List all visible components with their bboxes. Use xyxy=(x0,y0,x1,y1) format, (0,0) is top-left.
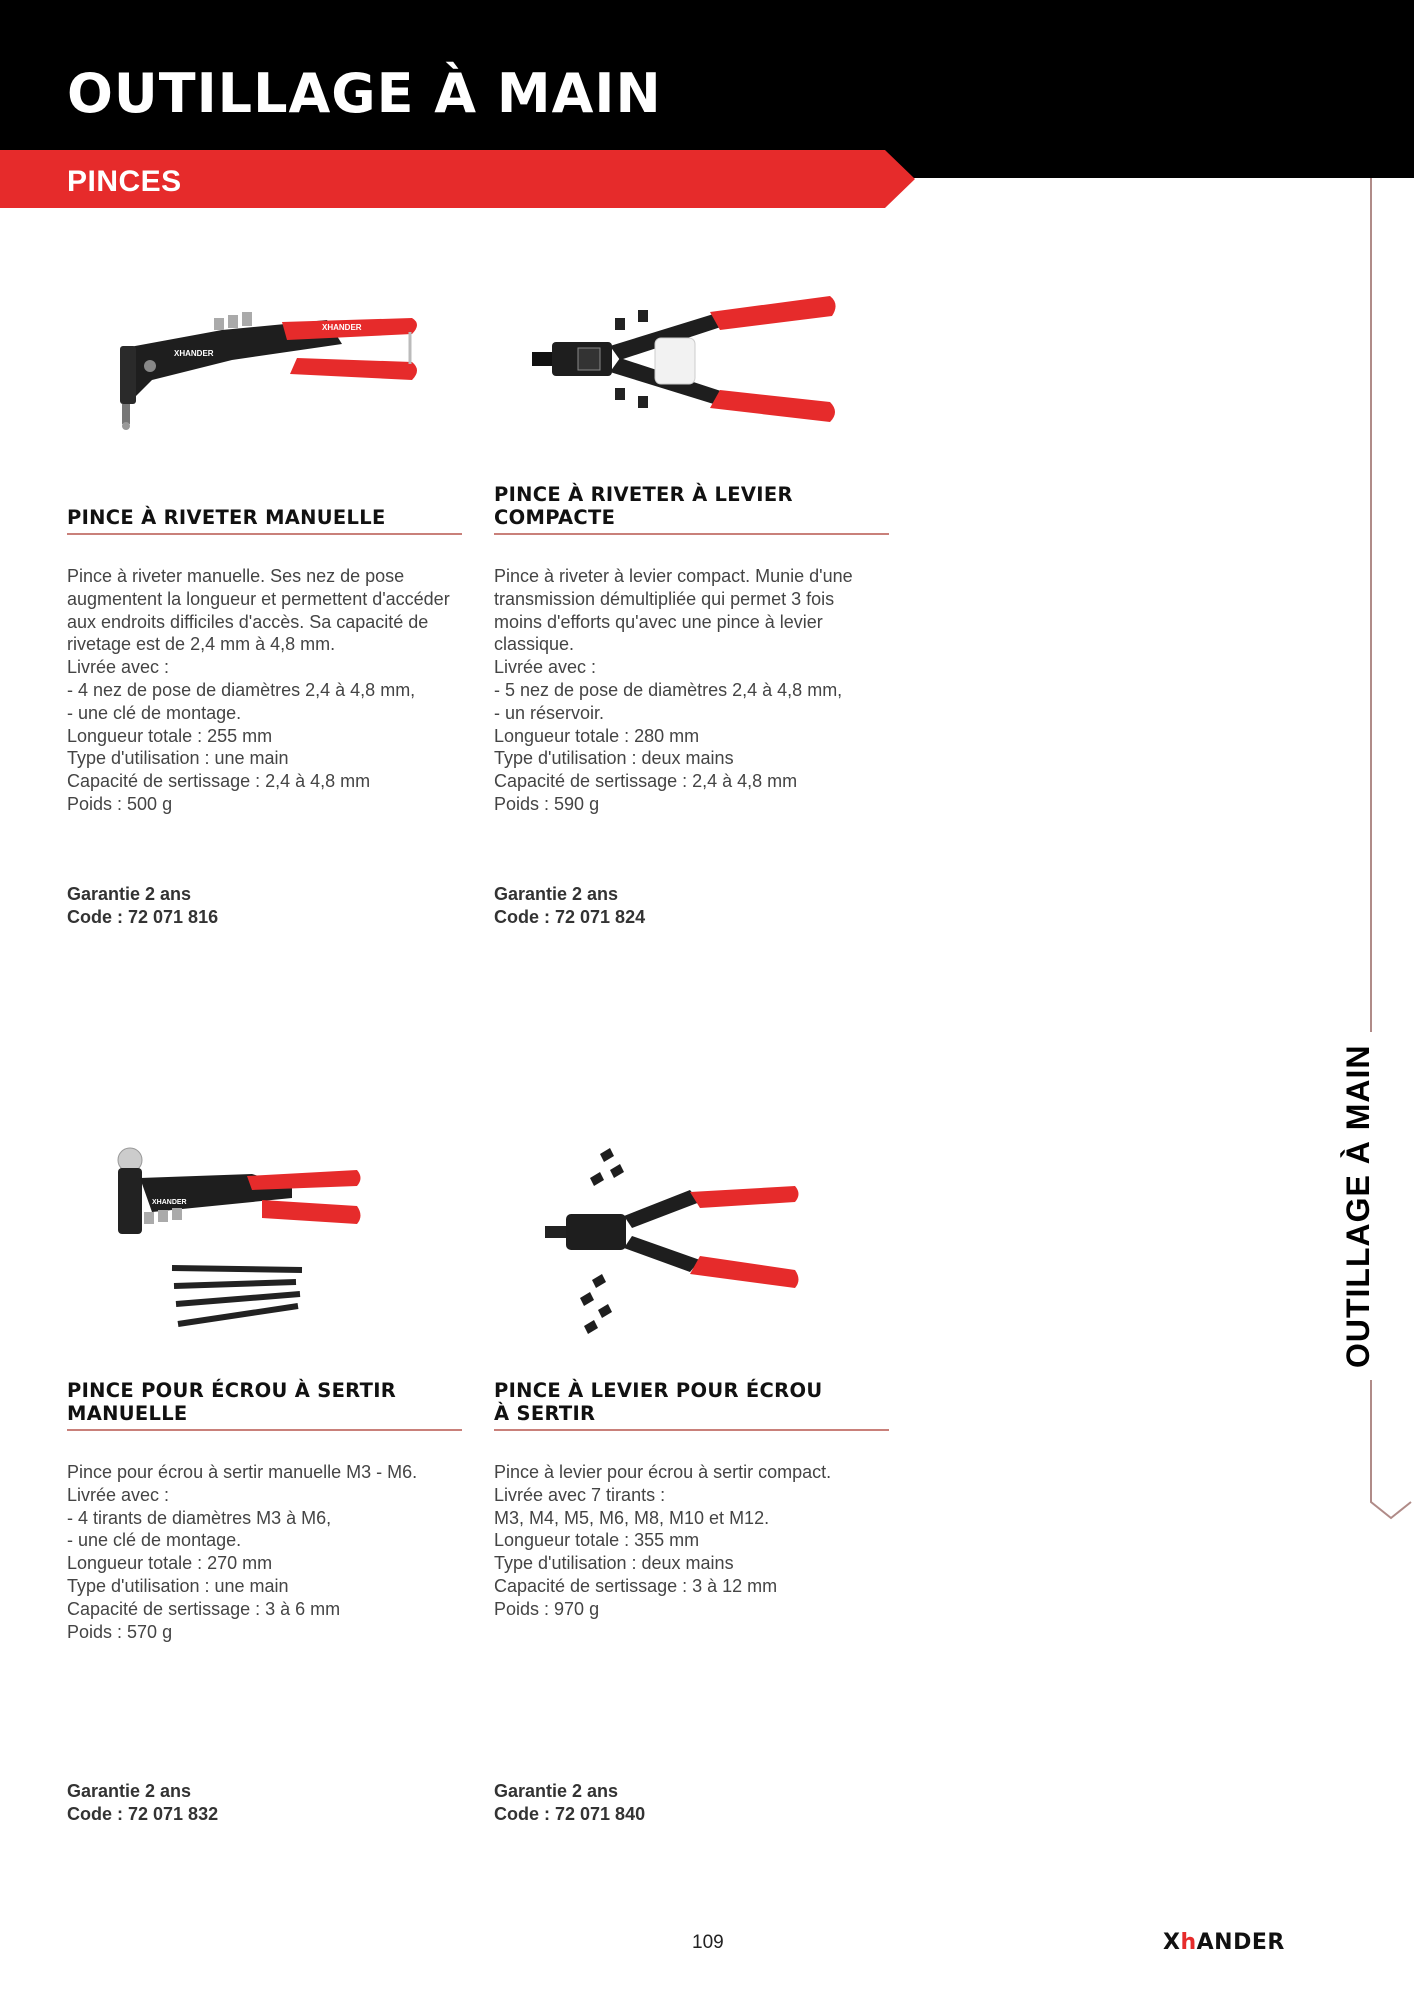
page-title: OUTILLAGE À MAIN xyxy=(67,62,662,125)
product-title-line: PINCE À LEVIER POUR ÉCROU xyxy=(494,1379,823,1402)
description-line: Longueur totale : 280 mm xyxy=(494,725,700,746)
description-line: Livrée avec : xyxy=(67,657,170,678)
description-line: moins d'efforts qu'avec une pince à levier xyxy=(494,611,823,632)
chevron-down-icon xyxy=(1368,1480,1414,1520)
description-line: classique. xyxy=(494,634,575,655)
product-description-lever-riveter xyxy=(494,565,894,816)
product-title-line: COMPACTE xyxy=(494,506,616,529)
brand-logo xyxy=(1163,1930,1285,1955)
description-line: Capacité de sertissage : 3 à 6 mm xyxy=(67,1598,341,1619)
description-line: M3, M4, M5, M6, M8, M10 et M12. xyxy=(494,1507,770,1528)
product-description-rivet-nut-hand xyxy=(67,1461,467,1643)
product-code: Code : 72 071 816 xyxy=(67,907,219,927)
product-warranty: Garantie 2 ans xyxy=(494,1781,619,1801)
product-warranty: Garantie 2 ans xyxy=(494,884,619,904)
description-line: Poids : 570 g xyxy=(67,1621,173,1642)
svg-text:XHANDER: XHANDER xyxy=(174,349,214,358)
product-title-rivet-nut-lever xyxy=(494,1375,889,1431)
product-title-lever-riveter xyxy=(494,479,889,535)
svg-text:XHANDER: XHANDER xyxy=(322,323,362,332)
description-line: Type d'utilisation : une main xyxy=(67,1575,289,1596)
description-line: Pince pour écrou à sertir manuelle M3 - M6. xyxy=(67,1462,418,1482)
lever-riveter-image xyxy=(530,290,840,435)
brand-logo-prefix: X xyxy=(1163,1930,1181,1955)
description-line: Livrée avec 7 tirants : xyxy=(494,1484,666,1505)
description-line: Poids : 590 g xyxy=(494,793,600,814)
description-line: Type d'utilisation : deux mains xyxy=(494,1553,734,1574)
product-code: Code : 72 071 840 xyxy=(494,1804,646,1824)
description-line: - un réservoir. xyxy=(494,702,605,723)
description-line: - une clé de montage. xyxy=(67,1530,242,1551)
svg-text:XHANDER: XHANDER xyxy=(152,1199,187,1206)
product-code: Code : 72 071 832 xyxy=(67,1804,219,1824)
description-line: Poids : 500 g xyxy=(67,793,173,814)
product-title-rivet-nut-hand xyxy=(67,1375,462,1431)
description-line: Livrée avec : xyxy=(494,657,597,678)
product-title-line: PINCE POUR ÉCROU À SERTIR xyxy=(67,1379,397,1402)
description-line: Pince à riveter à levier compact. Munie d'une xyxy=(494,566,853,586)
page-number: 109 xyxy=(692,1932,724,1953)
description-line: Poids : 970 g xyxy=(494,1598,600,1619)
description-line: Type d'utilisation : deux mains xyxy=(494,748,734,769)
rivet-nut-hand-tool-image xyxy=(112,1140,372,1350)
product-description-rivet-nut-lever xyxy=(494,1461,894,1621)
product-title-line: PINCE À RIVETER MANUELLE xyxy=(67,506,386,529)
side-section-label: OUTILLAGE À MAIN xyxy=(1340,1032,1377,1380)
product-warranty: Garantie 2 ans xyxy=(67,884,192,904)
description-line: Longueur totale : 355 mm xyxy=(494,1530,700,1551)
description-line: Capacité de sertissage : 2,4 à 4,8 mm xyxy=(494,771,798,792)
product-warranty: Garantie 2 ans xyxy=(67,1781,192,1801)
product-title-line: MANUELLE xyxy=(67,1402,188,1425)
description-line: - 4 nez de pose de diamètres 2,4 à 4,8 mm, xyxy=(67,679,416,700)
description-line: Livrée avec : xyxy=(67,1484,170,1505)
product-title-line: À SERTIR xyxy=(494,1402,596,1425)
rivet-nut-lever-tool-image xyxy=(540,1130,810,1340)
product-title-hand-riveter xyxy=(67,479,462,535)
product-code: Code : 72 071 824 xyxy=(494,907,646,927)
description-line: Pince à riveter manuelle. Ses nez de pose xyxy=(67,566,405,586)
description-line: Capacité de sertissage : 2,4 à 4,8 mm xyxy=(67,771,371,792)
description-line: aux endroits difficiles d'accès. Sa capacité de xyxy=(67,611,429,632)
description-line: - une clé de montage. xyxy=(67,702,242,723)
brand-logo-suffix: ANDER xyxy=(1196,1930,1285,1955)
description-line: Longueur totale : 255 mm xyxy=(67,725,273,746)
description-line: Capacité de sertissage : 3 à 12 mm xyxy=(494,1575,778,1596)
description-line: - 4 tirants de diamètres M3 à M6, xyxy=(67,1507,332,1528)
product-title-line: PINCE À RIVETER À LEVIER xyxy=(494,483,793,506)
description-line: transmission démultipliée qui permet 3 fois xyxy=(494,588,835,609)
section-title: PINCES xyxy=(67,165,182,198)
description-line: Longueur totale : 270 mm xyxy=(67,1553,273,1574)
description-line: rivetage est de 2,4 mm à 4,8 mm. xyxy=(67,634,336,655)
description-line: Type d'utilisation : une main xyxy=(67,748,289,769)
brand-logo-h: h xyxy=(1180,1930,1197,1955)
description-line: - 5 nez de pose de diamètres 2,4 à 4,8 mm, xyxy=(494,679,843,700)
hand-riveter-image xyxy=(112,300,422,435)
description-line: Pince à levier pour écrou à sertir compact. xyxy=(494,1462,832,1482)
product-description-hand-riveter xyxy=(67,565,467,816)
description-line: augmentent la longueur et permettent d'accéder xyxy=(67,588,450,609)
